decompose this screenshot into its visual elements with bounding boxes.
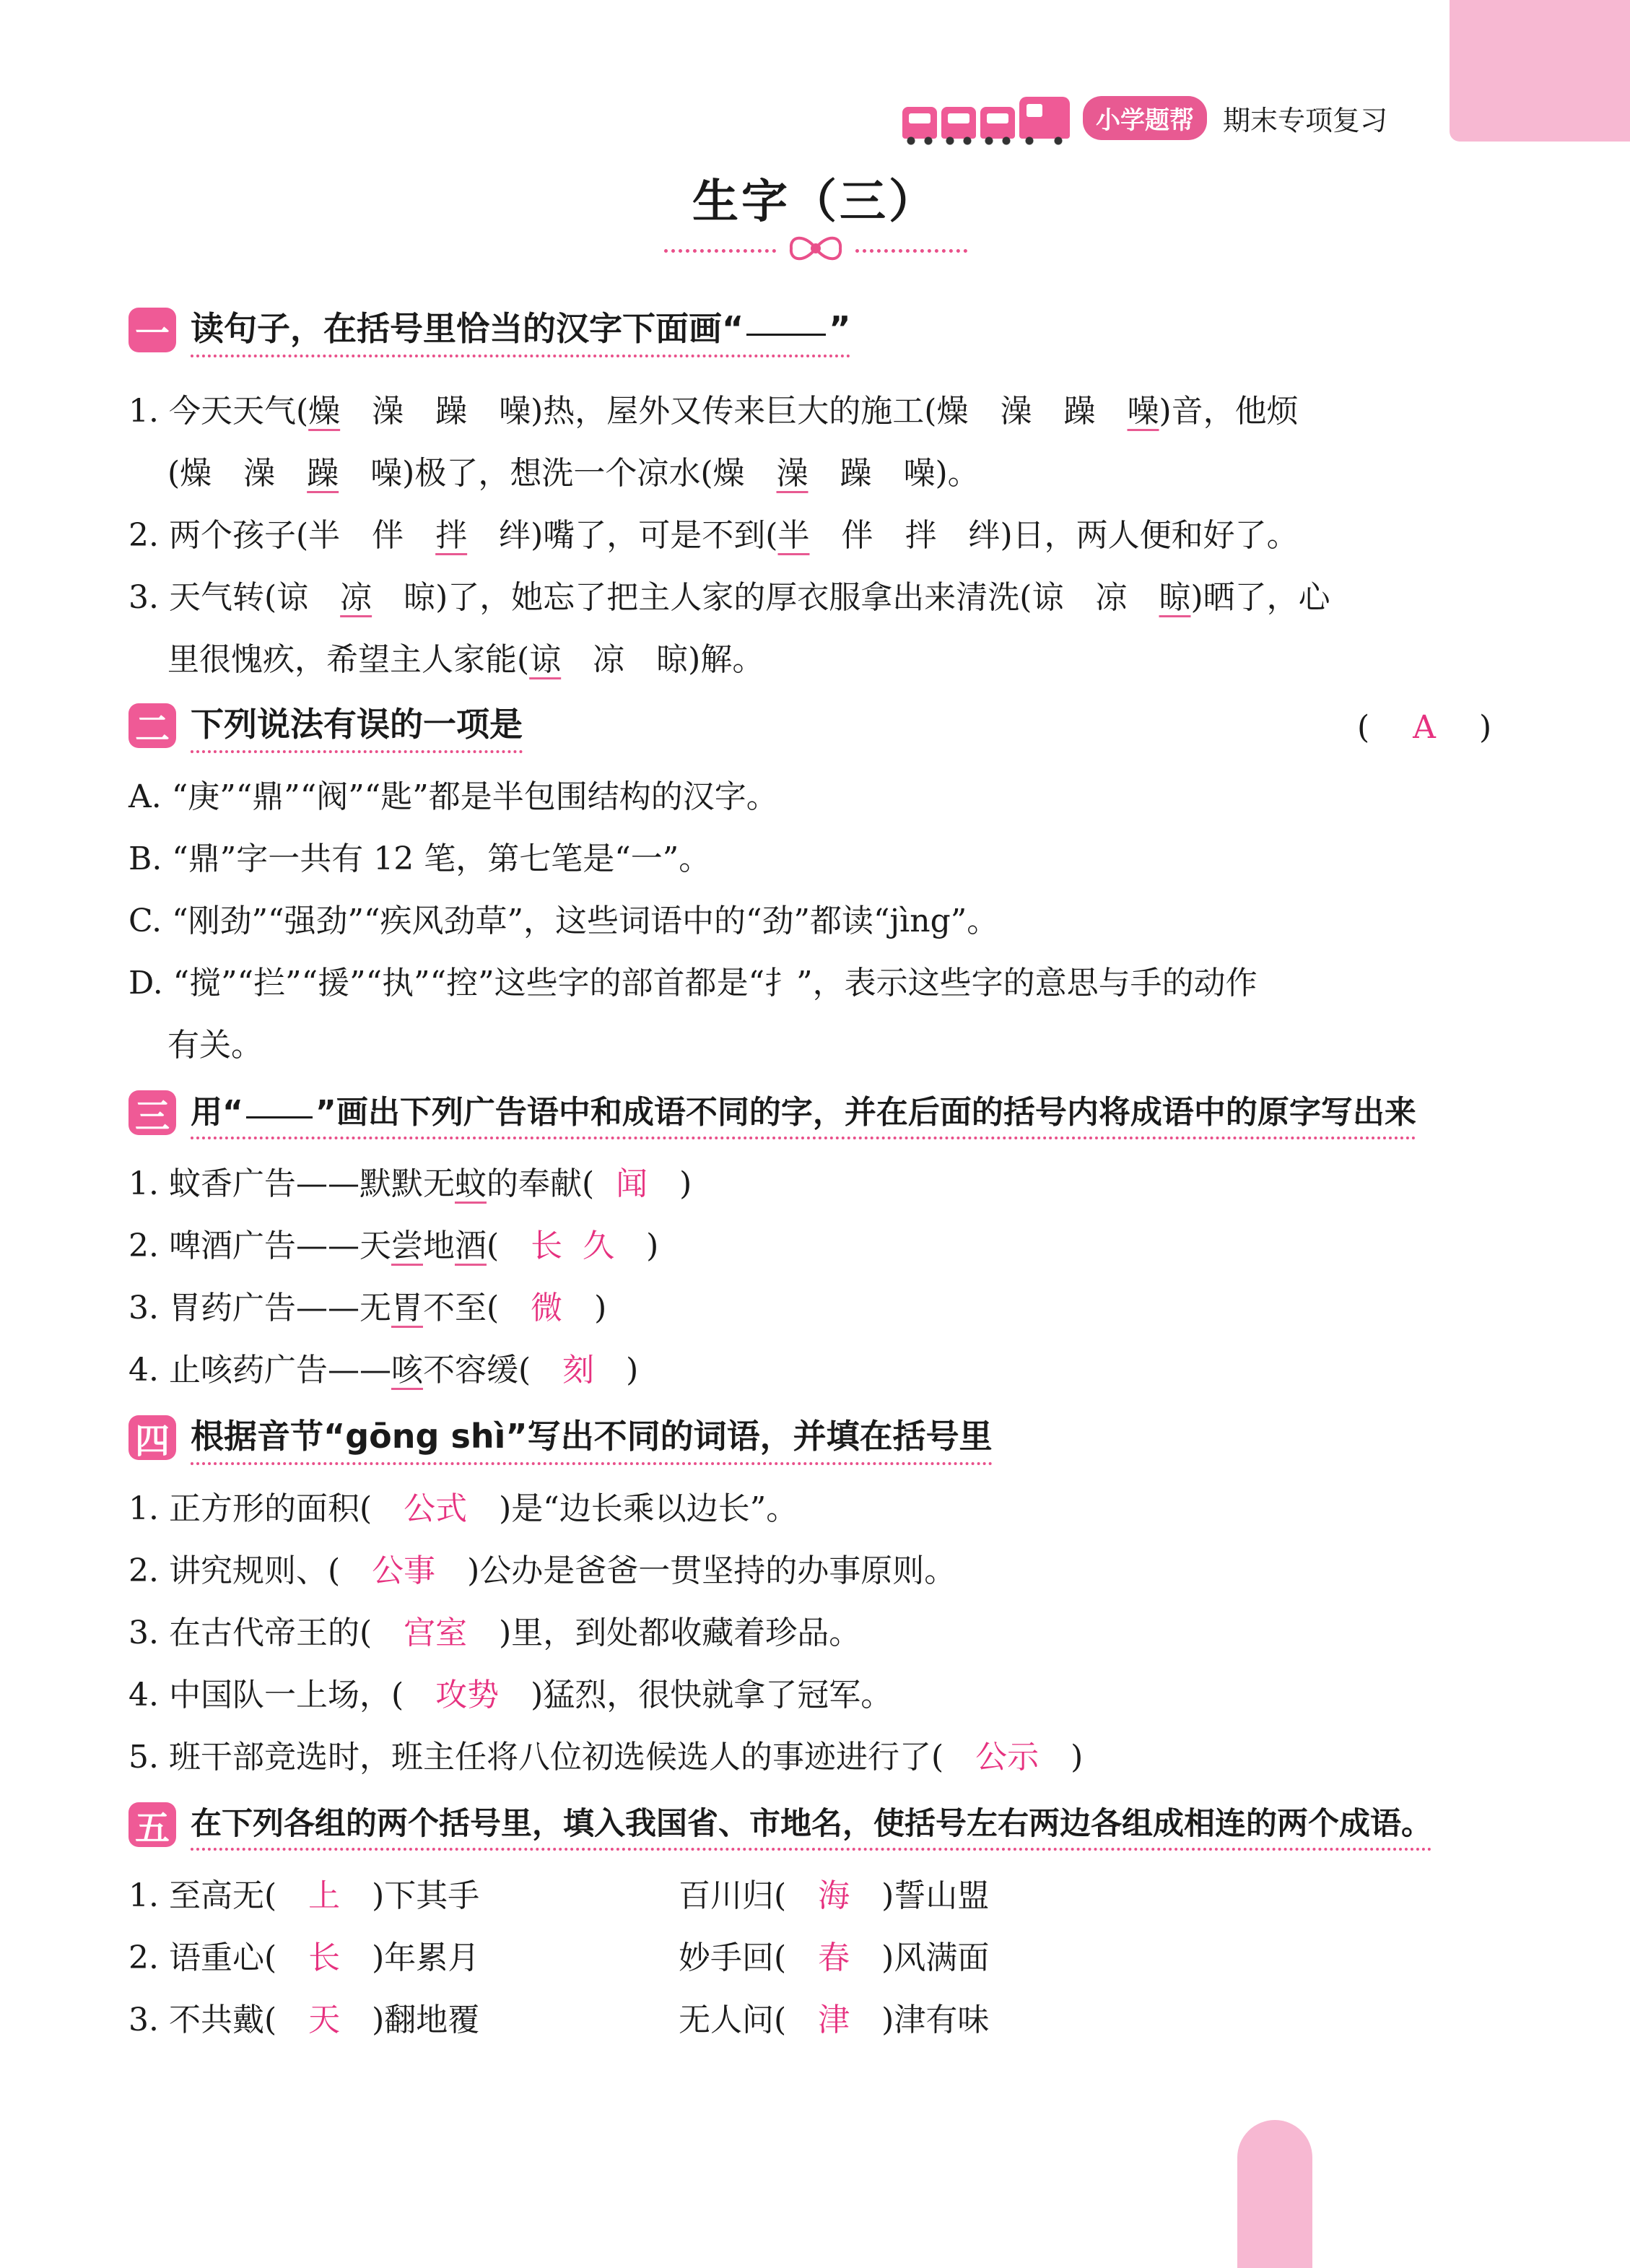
brand-badge: 小学题帮 — [1083, 96, 1207, 140]
header-subtitle: 期末专项复习 — [1223, 104, 1388, 136]
section-badge: 五 — [128, 1802, 176, 1847]
q3-item-4: 4. 止咳药广告——咳不容缓( 刻 ) — [128, 1352, 639, 1389]
page-number: 27 — [1436, 2123, 1472, 2155]
section-title: 在下列各组的两个括号里，填入我国省、市地名，使括号左右两边各组成相连的两个成语。 — [191, 1799, 1432, 1851]
section-badge: 二 — [128, 703, 176, 748]
q2-option-c: C. “刚劲”“强劲”“疾风劲草”，这些词语中的“劲”都读“jìng”。 — [128, 903, 999, 939]
q3-item-2: 2. 啤酒广告——天尝地酒( 长 久 ) — [128, 1228, 659, 1264]
q5-item-2-left: 2. 语重心( 长 )年累月 — [128, 1939, 480, 1976]
section-badge: 四 — [128, 1415, 176, 1460]
section-4-heading — [128, 1414, 993, 1461]
section-3-heading — [128, 1089, 1416, 1137]
section-badge: 一 — [128, 308, 176, 352]
q3-item-1: 1. 蚊香广告——默默无蚊的奉献( 闻 ) — [128, 1165, 692, 1202]
section-title: 读句子，在括号里恰当的汉字下面画“ ” — [191, 303, 850, 357]
q4-item-3: 3. 在古代帝王的( 宫室 )里，到处都收藏着珍品。 — [128, 1615, 861, 1651]
section-5-heading — [128, 1801, 1432, 1848]
q1-line-2: (燥 澡 躁 噪)极了，想洗一个凉水(燥 澡 躁 噪)。 — [167, 455, 980, 492]
page-title: 生字（三） — [692, 175, 938, 229]
q4-item-2: 2. 讲究规则、( 公事 )公办是爸爸一贯坚持的办事原则。 — [128, 1552, 956, 1589]
q2-answer-bracket: ( A ) — [1357, 709, 1492, 746]
q3-item-3: 3. 胃药广告——无胃不至( 微 ) — [128, 1290, 607, 1326]
section-1-heading — [128, 306, 850, 354]
q4-item-1: 1. 正方形的面积( 公式 )是“边长乘以边长”。 — [128, 1490, 798, 1527]
section-title: 根据音节“gōng shì”写出不同的词语，并填在括号里 — [191, 1410, 993, 1465]
q1-line-1: 1. 今天天气(燥 澡 躁 噪)热，屋外又传来巨大的施工(燥 澡 躁 噪)音，他烦 — [128, 393, 1299, 430]
q2-answer: A — [1413, 709, 1436, 746]
train-icon — [902, 97, 1070, 139]
q5-item-3-right: 无人问( 津 )津有味 — [679, 2002, 990, 2038]
header — [902, 92, 1387, 143]
section-badge: 三 — [128, 1090, 176, 1135]
title-decoration — [664, 231, 967, 267]
q1-line-3: 2. 两个孩子(半 伴 拌 绊)嘴了，可是不到(半 伴 拌 绊)日，两人便和好了。 — [128, 517, 1299, 554]
section-title: 下列说法有误的一项是 — [191, 698, 523, 753]
q2-option-d: D. “搅”“拦”“援”“执”“控”这些字的部首都是“扌”，表示这些字的意思与手的动作 — [128, 965, 1258, 1002]
q5-item-1-right: 百川归( 海 )誓山盟 — [679, 1877, 990, 1914]
q2-option-b: B. “鼎”字一共有 12 笔，第七笔是“一”。 — [128, 840, 711, 877]
page-number-tab — [1237, 2120, 1312, 2268]
q5-item-3-left: 3. 不共戴( 天 )翻地覆 — [128, 2002, 480, 2038]
q5-item-1-left: 1. 至高无( 上 )下其手 — [128, 1877, 480, 1914]
q1-line-5: 里很愧疚，希望主人家能(谅 凉 晾)解。 — [167, 641, 764, 678]
q4-item-4: 4. 中国队一上场，( 攻势 )猛烈，很快就拿了冠军。 — [128, 1677, 893, 1713]
q5-item-2-right: 妙手回( 春 )风满面 — [679, 1939, 990, 1976]
section-title: 用“ ”画出下列广告语中和成语不同的字，并在后面的括号内将成语中的原字写出来 — [191, 1086, 1416, 1139]
bow-icon — [787, 233, 845, 264]
q4-item-5: 5. 班干部竞选时，班主任将八位初选候选人的事迹进行了( 公示 ) — [128, 1739, 1084, 1776]
section-2-heading — [128, 702, 523, 750]
q1-line-4: 3. 天气转(谅 凉 晾)了，她忘了把主人家的厚衣服拿出来清洗(谅 凉 晾)晒了，心 — [128, 579, 1330, 616]
q2-option-d-cont: 有关。 — [167, 1027, 263, 1064]
q2-option-a: A. “庚”“鼎”“阀”“匙”都是半包围结构的汉字。 — [128, 778, 778, 815]
corner-tab — [1450, 0, 1630, 142]
